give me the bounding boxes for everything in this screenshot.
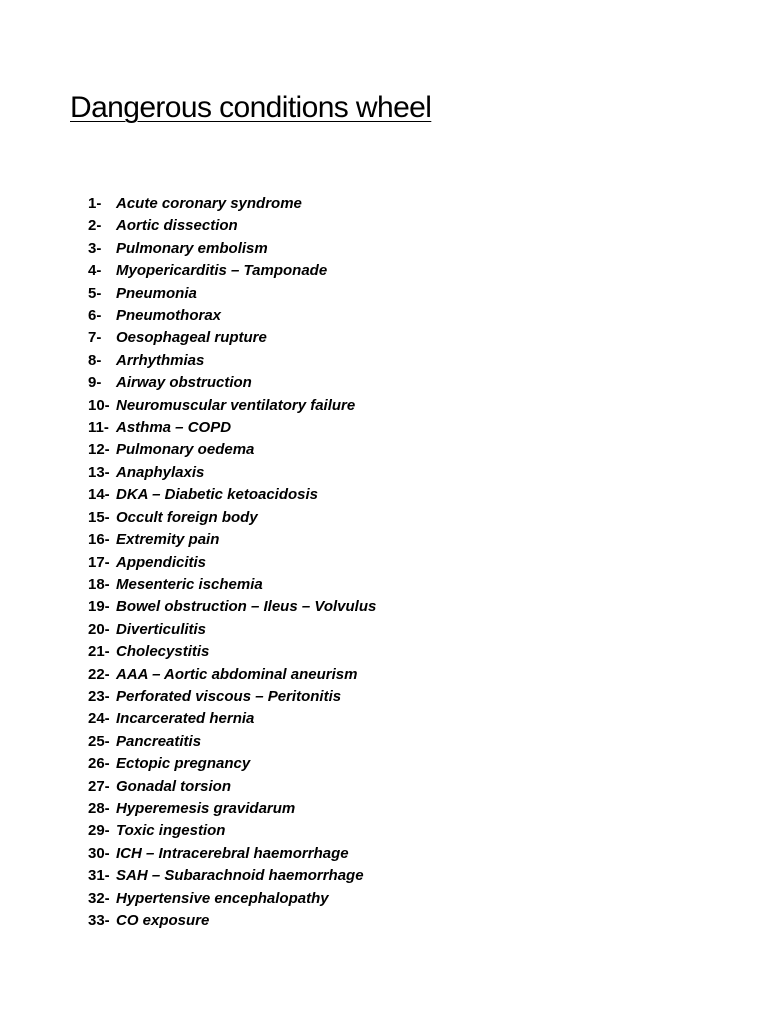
list-item-text: Cholecystitis: [116, 643, 210, 661]
list-item-number: 25-: [88, 732, 110, 750]
list-item-number: 1-: [88, 195, 102, 212]
list-item-number: 18-: [88, 575, 110, 593]
list-item-text: Perforated viscous – Peritonitis: [116, 687, 342, 705]
list-item-text: Appendicitis: [116, 553, 207, 571]
list-item-text: Occult foreign body: [116, 508, 258, 526]
list-item-text: Anaphylaxis: [116, 463, 205, 481]
list-item: [88, 574, 376, 596]
list-item-number: 8-: [88, 351, 102, 369]
list-item-number: 7-: [88, 329, 102, 347]
list-item-text: Pulmonary embolism: [116, 239, 268, 257]
list-item-number: 30-: [88, 844, 110, 862]
list-item: [88, 664, 376, 686]
list-item-text: Pulmonary oedema: [116, 441, 255, 459]
list-item: [88, 529, 376, 551]
list-item-number: 2-: [88, 217, 102, 235]
list-item: [88, 843, 376, 865]
list-item-text: Bowel obstruction – Ileus – Volvulus: [116, 598, 377, 616]
list-item-text: Extremity pain: [116, 531, 220, 549]
list-item-number: 5-: [88, 284, 102, 302]
list-item-number: 26-: [88, 755, 110, 773]
list-item: [88, 260, 376, 282]
list-item-text: Neuromuscular ventilatory failure: [116, 396, 356, 414]
list-item-text: AAA – Aortic abdominal aneurism: [116, 665, 358, 683]
list-item-text: Mesenteric ischemia: [116, 575, 263, 593]
list-item: [88, 395, 376, 417]
list-item: [88, 305, 376, 327]
conditions-list: [88, 193, 376, 932]
list-item-text: Pneumothorax: [116, 307, 222, 325]
list-item: [88, 238, 376, 260]
list-item-text: Myopericarditis – Tamponade: [116, 262, 328, 280]
list-item-text: CO exposure: [116, 912, 210, 929]
list-item: [88, 753, 376, 775]
document-title: Dangerous conditions wheel: [70, 91, 432, 124]
list-item-number: 6-: [88, 307, 102, 325]
list-item: [88, 439, 376, 461]
list-item-text: Asthma – COPD: [116, 419, 232, 437]
list-item: [88, 888, 376, 910]
list-item: [88, 350, 376, 372]
list-item-number: 13-: [88, 463, 110, 481]
list-item-text: ICH – Intracerebral haemorrhage: [116, 844, 349, 862]
list-item-number: 10-: [88, 396, 110, 414]
list-item: [88, 731, 376, 753]
list-item: [88, 776, 376, 798]
list-item-number: 14-: [88, 486, 110, 504]
list-item-number: 16-: [88, 531, 110, 549]
list-item-number: 3-: [88, 239, 102, 257]
list-item-text: Oesophageal rupture: [116, 329, 267, 347]
list-item: [88, 798, 376, 820]
list-item-number: 9-: [88, 374, 102, 392]
list-item: [88, 641, 376, 663]
list-item: [88, 910, 376, 932]
list-item: [88, 462, 376, 484]
list-item-text: Arrhythmias: [116, 351, 205, 369]
list-item: [88, 283, 376, 305]
list-item-number: 24-: [88, 710, 110, 728]
list-item: [88, 327, 376, 349]
list-item-number: 17-: [88, 553, 110, 571]
list-item: [88, 215, 376, 237]
list-item-number: 20-: [88, 620, 110, 638]
list-item-text: Ectopic pregnancy: [116, 755, 251, 773]
list-item-number: 27-: [88, 777, 110, 795]
list-item-text: Acute coronary syndrome: [116, 195, 302, 212]
list-item-number: 33-: [88, 912, 110, 929]
list-item-text: Gonadal torsion: [116, 777, 232, 795]
list-item-text: Pneumonia: [116, 284, 197, 302]
list-item-text: DKA – Diabetic ketoacidosis: [116, 486, 319, 504]
list-item-text: Diverticulitis: [116, 620, 207, 638]
list-item: [88, 686, 376, 708]
list-item: [88, 865, 376, 887]
list-item: [88, 596, 376, 618]
list-item: [88, 820, 376, 842]
list-item-text: Hypertensive encephalopathy: [116, 889, 329, 907]
list-item: [88, 507, 376, 529]
list-item-number: 32-: [88, 889, 110, 907]
list-item-number: 28-: [88, 799, 110, 817]
list-item-number: 31-: [88, 867, 110, 885]
list-item-number: 4-: [88, 262, 102, 280]
list-item: [88, 372, 376, 394]
list-item-number: 29-: [88, 822, 110, 840]
list-item-text: Incarcerated hernia: [116, 710, 255, 728]
list-item: [88, 619, 376, 641]
list-item: [88, 484, 376, 506]
list-item-number: 21-: [88, 643, 110, 661]
list-item: [88, 193, 376, 215]
list-item-text: Hyperemesis gravidarum: [116, 799, 296, 817]
list-item: [88, 708, 376, 730]
list-item-text: Airway obstruction: [116, 374, 252, 392]
list-item-number: 11-: [88, 419, 109, 437]
list-item-text: Pancreatitis: [116, 732, 202, 750]
list-item-number: 15-: [88, 508, 110, 526]
list-item-text: SAH – Subarachnoid haemorrhage: [116, 867, 364, 885]
list-item-number: 12-: [88, 441, 110, 459]
list-item-number: 19-: [88, 598, 110, 616]
list-item: [88, 552, 376, 574]
list-item-text: Aortic dissection: [116, 217, 238, 235]
list-item: [88, 417, 376, 439]
list-item-number: 22-: [88, 665, 110, 683]
list-item-text: Toxic ingestion: [116, 822, 226, 840]
list-item-number: 23-: [88, 687, 110, 705]
